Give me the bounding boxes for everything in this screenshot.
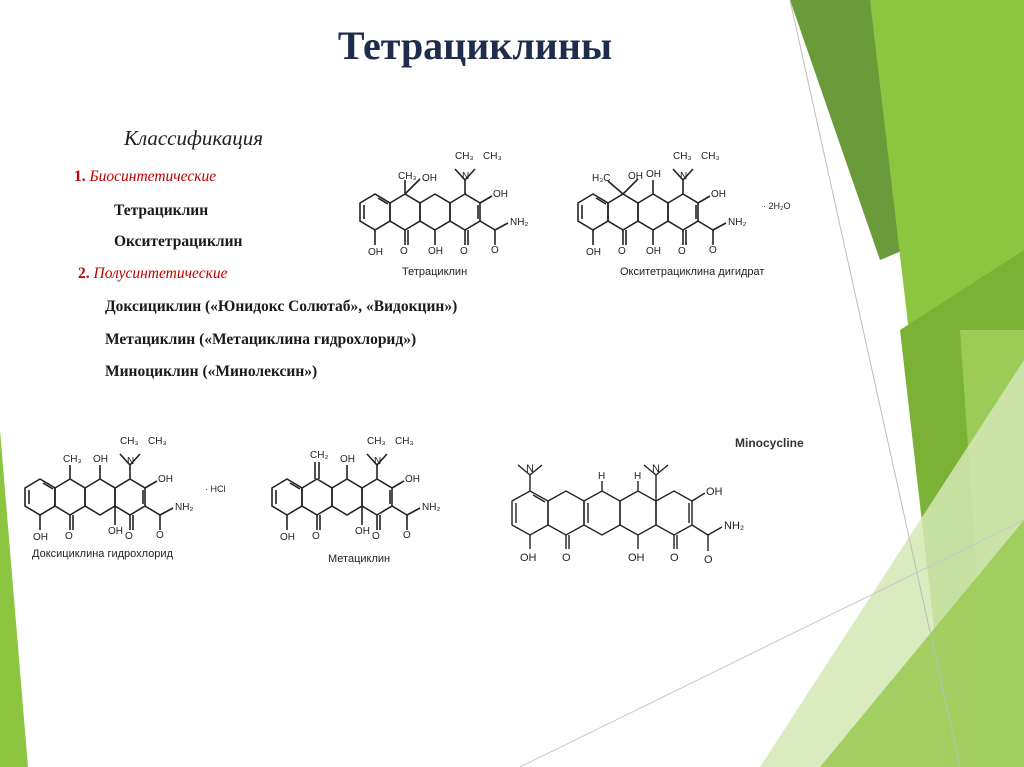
group-1-heading: [74, 168, 216, 186]
list-item-tetracycline: Тетрациклин: [114, 202, 209, 219]
svg-text:CH₃: CH₃: [395, 436, 414, 447]
svg-text:OH: OH: [405, 474, 420, 485]
svg-text:CH₃: CH₃: [701, 151, 720, 162]
oxytetracycline-structure: [568, 145, 818, 270]
group-2-number: 2.: [78, 265, 90, 282]
svg-text:CH₃: CH₃: [120, 436, 139, 447]
svg-text:NH₂: NH₂: [728, 217, 747, 228]
page-title: Тетрациклины: [337, 23, 613, 68]
list-item-doxycycline: Доксициклин («Юнидокс Солютаб», «Видокцин»): [105, 298, 458, 315]
svg-text:NH₂: NH₂: [724, 520, 745, 532]
doxycycline-caption: Доксициклина гидрохлорид: [32, 548, 173, 560]
svg-text:NH₂: NH₂: [175, 502, 194, 513]
svg-text:CH₃: CH₃: [398, 171, 417, 182]
minocycline-caption: Minocycline: [735, 436, 804, 450]
svg-text:CH₃: CH₃: [673, 151, 692, 162]
svg-text:O: O: [125, 531, 133, 542]
svg-text:OH: OH: [280, 532, 295, 543]
svg-text:O: O: [678, 246, 686, 257]
svg-text:CH₃: CH₃: [148, 436, 167, 447]
minocycline-structure: [500, 445, 760, 580]
svg-text:OH: OH: [368, 247, 383, 258]
tetracycline-structure: [350, 145, 560, 270]
svg-text:H: H: [598, 471, 606, 482]
svg-text:N: N: [652, 463, 660, 475]
svg-text:O: O: [670, 552, 679, 564]
tetracycline-caption: Тетрациклин: [402, 266, 468, 278]
oxytetracycline-salt: · 2H₂O: [763, 201, 791, 211]
svg-text:O: O: [562, 552, 571, 564]
svg-text:OH: OH: [93, 454, 108, 465]
svg-text:O: O: [618, 246, 626, 257]
list-item-oxytetracycline: Окситетрациклин: [114, 233, 243, 250]
svg-text:O: O: [460, 246, 468, 257]
svg-text:OH: OH: [428, 246, 443, 257]
group-1-label: Биосинтетические: [89, 168, 217, 185]
svg-text:OH: OH: [628, 552, 645, 564]
svg-text:CH₃: CH₃: [63, 454, 82, 465]
svg-text:OH: OH: [586, 247, 601, 258]
svg-text:CH₃: CH₃: [483, 151, 502, 162]
list-item-minocycline: Миноциклин («Минолексин»): [105, 363, 318, 380]
methacycline-caption: Метациклин: [328, 553, 391, 565]
svg-text:OH: OH: [33, 532, 48, 543]
svg-text:OH: OH: [158, 474, 173, 485]
svg-text:O: O: [400, 246, 408, 257]
svg-text:O: O: [704, 554, 713, 566]
svg-text:H: H: [634, 471, 642, 482]
svg-text:OH: OH: [520, 552, 537, 564]
group-2-heading: [78, 265, 227, 283]
svg-text:OH: OH: [493, 189, 508, 200]
svg-text:O: O: [65, 531, 73, 542]
methacycline-structure: [262, 430, 472, 555]
svg-text:O: O: [372, 531, 380, 542]
svg-text:OH: OH: [422, 173, 437, 184]
svg-text:OH: OH: [108, 526, 123, 537]
svg-text:O: O: [156, 530, 164, 541]
group-1-number: 1.: [74, 168, 86, 185]
svg-text:N: N: [526, 463, 534, 475]
group-2-label: Полусинтетические: [93, 265, 228, 282]
doxycycline-salt: · HCl: [205, 484, 226, 494]
svg-text:OH: OH: [355, 526, 370, 537]
svg-text:N: N: [127, 456, 135, 467]
svg-text:CH₃: CH₃: [455, 151, 474, 162]
doxycycline-structure: [15, 430, 255, 555]
svg-text:OH: OH: [628, 171, 643, 182]
svg-text:OH: OH: [711, 189, 726, 200]
list-item-methacycline: Метациклин («Метациклина гидрохлорид»): [105, 331, 417, 348]
svg-text:OH: OH: [706, 486, 723, 498]
svg-text:H₃C: H₃C: [592, 173, 611, 184]
svg-text:NH₂: NH₂: [422, 502, 441, 513]
svg-text:CH₃: CH₃: [367, 436, 386, 447]
svg-text:OH: OH: [340, 454, 355, 465]
svg-text:NH₂: NH₂: [510, 217, 529, 228]
svg-text:O: O: [709, 245, 717, 256]
svg-text:N: N: [462, 171, 470, 182]
classification-heading: Классификация: [124, 126, 263, 150]
oxytetracycline-caption: Окситетрациклина дигидрат: [620, 266, 765, 278]
svg-text:OH: OH: [646, 169, 661, 180]
svg-text:N: N: [680, 171, 688, 182]
svg-text:O: O: [403, 530, 411, 541]
svg-text:N: N: [374, 456, 382, 467]
svg-text:OH: OH: [646, 246, 661, 257]
svg-text:CH₂: CH₂: [310, 450, 329, 461]
svg-text:O: O: [312, 531, 320, 542]
svg-text:O: O: [491, 245, 499, 256]
